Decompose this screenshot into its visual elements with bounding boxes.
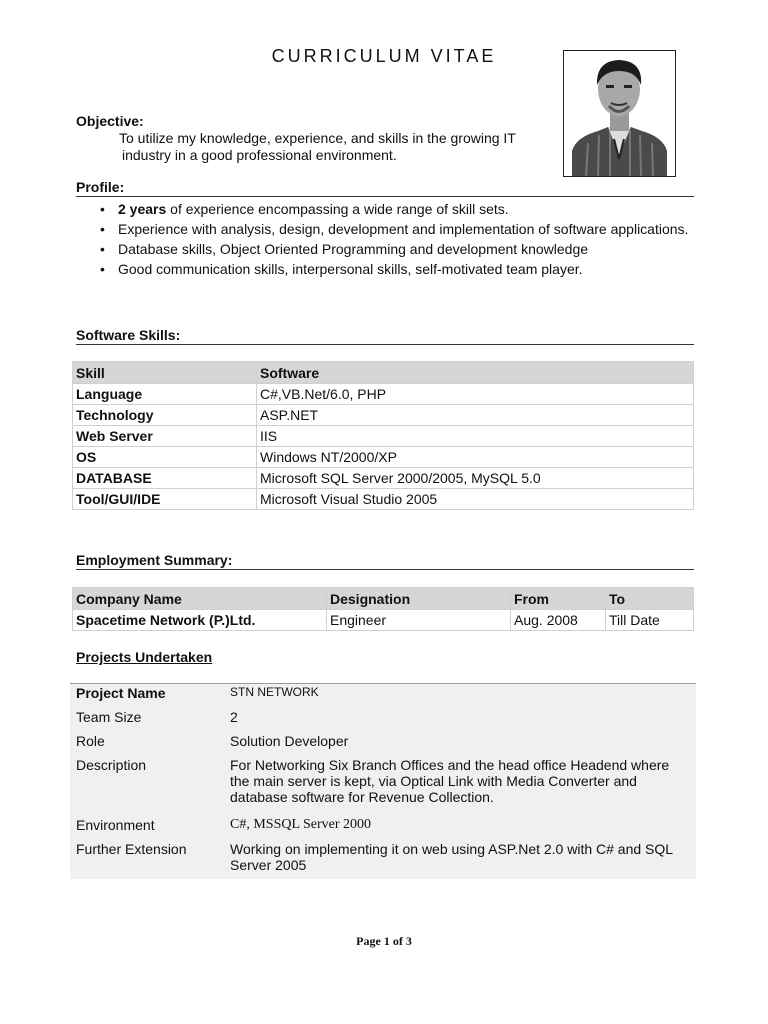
bullet-icon: • xyxy=(100,261,105,277)
software-cell: C#,VB.Net/6.0, PHP xyxy=(257,384,694,405)
table-row xyxy=(70,684,696,708)
project-field-label: Further Extension xyxy=(76,841,187,857)
profile-item xyxy=(76,201,691,217)
profile-photo xyxy=(563,50,676,177)
table-row xyxy=(70,731,696,755)
project-field-value: Solution Developer xyxy=(230,733,349,749)
profile-item-text: of experience encompassing a wide range of skill sets. xyxy=(166,201,509,217)
table-row xyxy=(70,707,696,731)
project-field-label: Project Name xyxy=(76,685,166,701)
objective-heading: Objective: xyxy=(76,113,144,129)
project-field-label: Team Size xyxy=(76,709,142,725)
employment-rule xyxy=(76,569,694,570)
skill-cell: Web Server xyxy=(73,426,257,447)
header-cell: Software xyxy=(257,362,694,384)
bullet-icon: • xyxy=(100,241,105,257)
profile-heading: Profile: xyxy=(76,179,125,195)
header-cell: Skill xyxy=(73,362,257,384)
bullet-icon: • xyxy=(100,221,105,237)
employment-heading: Employment Summary: xyxy=(76,552,233,568)
profile-item-text: Database skills, Object Oriented Programming and development knowledge xyxy=(118,241,589,257)
profile-item-text: Experience with analysis, design, development and implementation of software applications. xyxy=(118,221,689,237)
experience-years: 2 years xyxy=(118,201,167,217)
document-title: CURRICULUM VITAE xyxy=(271,46,497,66)
table-row xyxy=(73,610,694,631)
project-field-label: Role xyxy=(76,733,105,749)
table-header-row xyxy=(73,362,694,384)
profile-item xyxy=(76,241,691,257)
table-row xyxy=(70,815,696,839)
skill-cell: Language xyxy=(73,384,257,405)
table-row xyxy=(73,468,694,489)
skill-cell: Tool/GUI/IDE xyxy=(73,489,257,510)
table-row xyxy=(73,405,694,426)
projects-heading: Projects Undertaken xyxy=(76,649,213,665)
table-header-row xyxy=(73,588,694,610)
designation-cell: Engineer xyxy=(327,610,511,631)
profile-item xyxy=(76,261,691,277)
table-row xyxy=(73,426,694,447)
project-field-value: Working on implementing it on web using ASP.Net 2.0 with C# and SQL Server 2005 xyxy=(230,841,673,873)
projects-table xyxy=(70,683,696,879)
header-cell: From xyxy=(511,588,606,610)
header-cell: Designation xyxy=(327,588,511,610)
bullet-icon: • xyxy=(100,201,105,217)
objective-line-1: To utilize my knowledge, experience, and skills in the growing IT xyxy=(119,130,516,146)
table-row xyxy=(73,384,694,405)
project-field-value: For Networking Six Branch Offices and the head office Headend where the main server is kept, via Optical Link with Media Converter and database software for Revenue Collection. xyxy=(230,757,670,805)
project-field-label: Description xyxy=(76,757,147,773)
software-skills-table xyxy=(72,361,694,510)
objective-line-2: industry in a good professional environment. xyxy=(122,147,397,163)
table-row xyxy=(70,755,696,815)
to-cell: Till Date xyxy=(606,610,694,631)
software-cell: IIS xyxy=(257,426,694,447)
skill-cell: OS xyxy=(73,447,257,468)
skill-cell: Technology xyxy=(73,405,257,426)
skill-cell: DATABASE xyxy=(73,468,257,489)
company-name-cell: Spacetime Network (P.)Ltd. xyxy=(73,610,327,631)
software-cell: Microsoft Visual Studio 2005 xyxy=(257,489,694,510)
table-row xyxy=(70,839,696,879)
employment-table xyxy=(72,587,694,631)
software-cell: Microsoft SQL Server 2000/2005, MySQL 5.0 xyxy=(257,468,694,489)
software-cell: ASP.NET xyxy=(257,405,694,426)
software-cell: Windows NT/2000/XP xyxy=(257,447,694,468)
software-skills-heading: Software Skills: xyxy=(76,327,181,343)
from-cell: Aug. 2008 xyxy=(511,610,606,631)
software-skills-rule xyxy=(76,344,694,345)
header-cell: To xyxy=(606,588,694,610)
profile-item xyxy=(76,221,691,237)
header-cell: Company Name xyxy=(73,588,327,610)
profile-rule xyxy=(76,196,694,197)
project-field-value: STN NETWORK xyxy=(230,685,319,699)
profile-list xyxy=(76,201,691,281)
profile-item-text: Good communication skills, interpersonal skills, self-motivated team player. xyxy=(118,261,583,277)
table-row xyxy=(73,447,694,468)
table-row xyxy=(73,489,694,510)
project-field-value: 2 xyxy=(230,709,238,725)
project-field-value: C#, MSSQL Server 2000 xyxy=(230,817,372,832)
project-field-label: Environment xyxy=(76,817,155,833)
page-number: Page 1 of 3 xyxy=(356,934,412,948)
